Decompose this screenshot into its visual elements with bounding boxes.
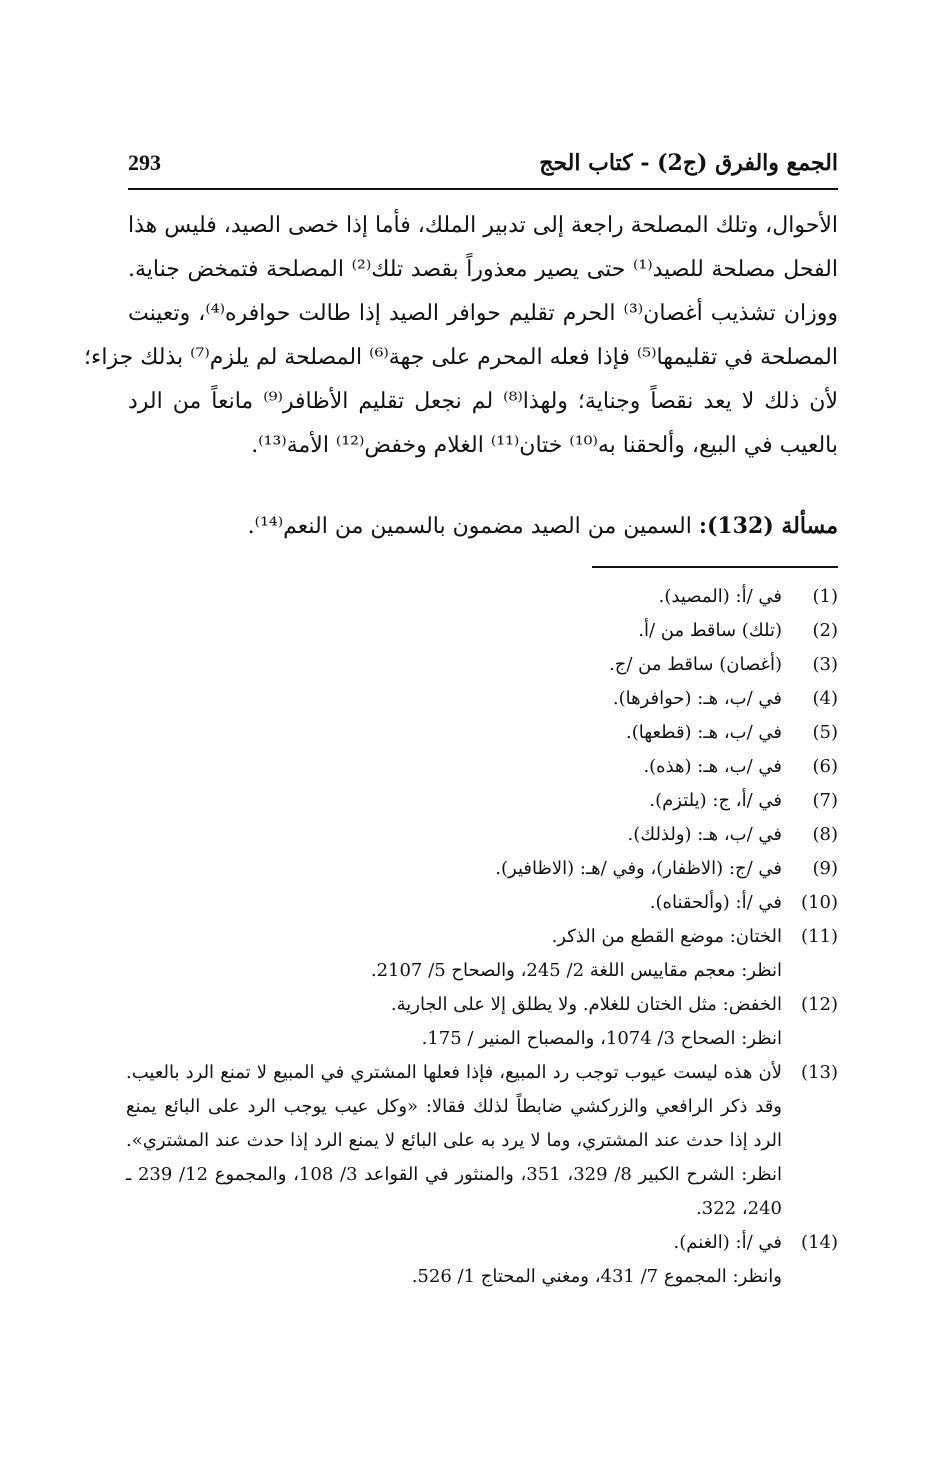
footnote-number: (3): [812, 654, 838, 675]
footnote-item: [126, 614, 838, 648]
footnote-item: [126, 1226, 838, 1294]
footnote-line: في /ب، هـ: (قطعها).: [625, 722, 782, 743]
footnote-line: (أغصان) ساقط من /ج.: [609, 654, 782, 675]
footnote-number: (13): [801, 1062, 838, 1083]
footnote-line: وقد ذكر الرافعي والزركشي ضابطاً لذلك فقالا: «وكل عيب يوجب الرد على البائع يمنع: [126, 1096, 782, 1117]
footnote-number: (8): [812, 824, 838, 845]
masala-heading: [128, 504, 838, 548]
main-text-line: الأحوال، وتلك المصلحة راجعة إلى تدبير الملك، فأما إذا خصى الصيد، فليس هذا: [128, 213, 838, 238]
page-number: 293: [128, 150, 161, 175]
main-text-line: المصلحة في تقليمها⁽⁵⁾ فإذا فعله المحرم على جهة⁽⁶⁾ المصلحة لم يلزم⁽⁷⁾ بذلك جزاء؛: [84, 345, 838, 370]
footnote-line: في /أ: (الغنم).: [673, 1232, 782, 1253]
footnote-line: في /أ: (المصيد).: [658, 586, 782, 607]
footnote-item: [126, 886, 838, 920]
footnotes: [126, 580, 838, 1294]
footnote-text: [126, 682, 782, 716]
main-text: [84, 204, 839, 468]
header-rule: [128, 188, 838, 190]
footnote-line: في /أ: (وألحقناه).: [649, 892, 782, 913]
main-text-line: ووزان تشذيب أغصان⁽³⁾ الحرم تقليم حوافر الصيد إذا طالت حوافره⁽⁴⁾، وتعينت: [128, 301, 838, 326]
footnote-item: [126, 648, 838, 682]
footnote-number: (1): [812, 586, 838, 607]
footnote-item: [126, 920, 838, 988]
footnote-text: [126, 1226, 782, 1294]
footnote-text: [126, 852, 782, 886]
footnote-text: [126, 750, 782, 784]
footnote-number: (2): [812, 620, 838, 641]
footnote-item: [126, 580, 838, 614]
footnote-number: (11): [801, 926, 838, 947]
footnote-line: 240، 322.: [696, 1198, 782, 1219]
footnote-line: في /ب، هـ: (حوافرها).: [612, 688, 782, 709]
footnote-text: [126, 1056, 782, 1226]
masala-text: السمين من الصيد مضمون بالسمين من النعم⁽¹⁴⁾.: [247, 514, 692, 539]
footnote-text: [126, 988, 782, 1056]
footnote-line: انظر: الشرح الكبير 8/ 329، 351، والمنثور في القواعد 3/ 108، والمجموع 12/ 239 ـ: [126, 1164, 782, 1185]
main-text-line: بالعيب في البيع، وألحقنا به⁽¹⁰⁾ ختان⁽¹¹⁾ الغلام وخفض⁽¹²⁾ الأمة⁽¹³⁾.: [251, 433, 838, 458]
footnote-line: لأن هذه ليست عيوب توجب رد المبيع، فإذا فعلها المشتري في المبيع لا تمنع الرد بالعيب.: [126, 1062, 782, 1083]
footnote-text: [126, 784, 782, 818]
footnote-text: [126, 648, 782, 682]
main-text-line: لأن ذلك لا يعد نقصاً وجناية؛ ولهذا⁽⁸⁾ لم نجعل تقليم الأظافر⁽⁹⁾ مانعاً من الرد: [128, 389, 839, 414]
footnote-item: [126, 818, 838, 852]
running-header: [128, 150, 838, 184]
footnote-text: [126, 614, 782, 648]
footnote-line: انظر: معجم مقاييس اللغة 2/ 245، والصحاح 5/ 2107.: [370, 960, 782, 981]
masala-label: مسألة (132):: [698, 513, 838, 539]
footnote-line: في /ب، هـ: (ولذلك).: [627, 824, 782, 845]
footnote-item: [126, 716, 838, 750]
footnote-number: (14): [801, 1232, 838, 1253]
footnote-text: [126, 580, 782, 614]
footnote-line: في /أ، ج: (يلتزم).: [649, 790, 782, 811]
footnote-number: (5): [812, 722, 838, 743]
running-header-title: الجمع والفرق (ج2) - كتاب الحج: [539, 150, 838, 176]
footnote-separator: [592, 566, 838, 568]
footnote-item: [126, 988, 838, 1056]
footnote-text: [126, 716, 782, 750]
footnote-line: وانظر: المجموع 7/ 431، ومغني المحتاج 1/ 526.: [411, 1266, 782, 1287]
footnote-line: في /ج: (الاظفار)، وفي /هـ: (الاظافير).: [495, 858, 782, 879]
footnote-number: (10): [801, 892, 838, 913]
footnote-number: (6): [812, 756, 838, 777]
footnote-line: في /ب، هـ: (هذه).: [643, 756, 782, 777]
footnote-item: [126, 682, 838, 716]
footnote-number: (12): [801, 994, 838, 1015]
footnote-line: الرد إذا حدث عند المشتري، وما لا يرد به على البائع لا يمنع الرد إذا حدث عند المشتري».: [126, 1130, 782, 1151]
footnote-number: (7): [812, 790, 838, 811]
footnote-number: (9): [812, 858, 838, 879]
footnote-text: [126, 920, 782, 988]
footnote-item: [126, 750, 838, 784]
footnote-line: الختان: موضع القطع من الذكر.: [551, 926, 782, 947]
footnote-item: [126, 852, 838, 886]
footnote-line: الخفض: مثل الختان للغلام. ولا يطلق إلا على الجارية.: [390, 994, 782, 1015]
footnote-line: انظر: الصحاح 3/ 1074، والمصباح المنير / 175.: [421, 1028, 782, 1049]
footnote-item: [126, 1056, 838, 1226]
footnote-text: [126, 818, 782, 852]
footnote-number: (4): [812, 688, 838, 709]
footnote-text: [126, 886, 782, 920]
footnote-item: [126, 784, 838, 818]
footnote-line: (تلك) ساقط من /أ.: [638, 620, 782, 641]
main-text-line: الفحل مصلحة للصيد⁽¹⁾ حتى يصير معذوراً بقصد تلك⁽²⁾ المصلحة فتمخض جناية.: [128, 257, 839, 282]
